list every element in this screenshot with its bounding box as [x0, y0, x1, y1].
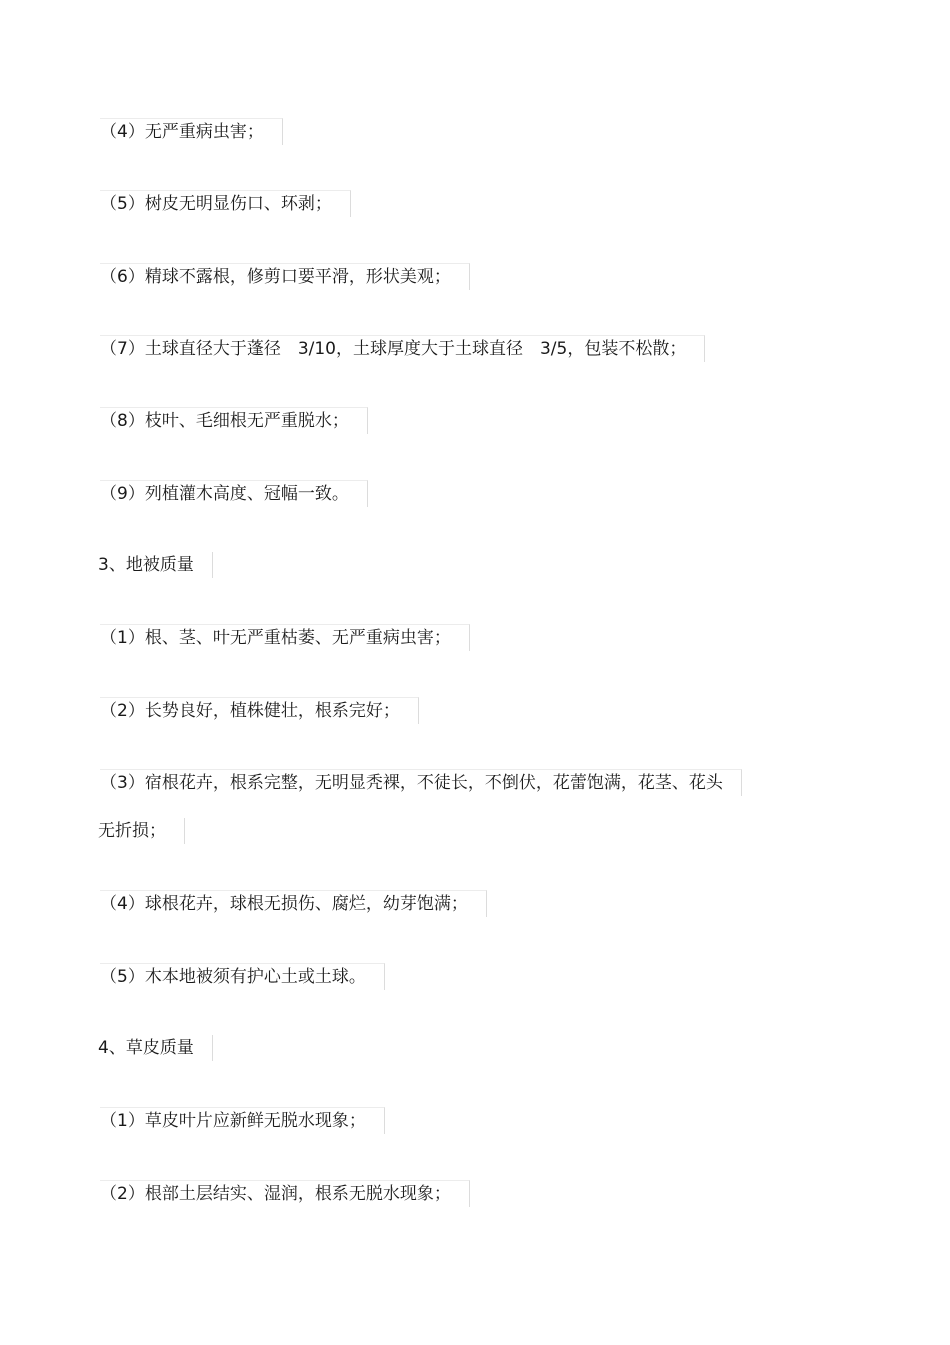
list-item: （7）土球直径大于蓬径 3/10，土球厚度大于土球直径 3/5，包装不松散；: [100, 335, 705, 362]
list-item: （2）长势良好，植株健壮，根系完好；: [100, 697, 419, 724]
list-item: （2）根部土层结实、湿润，根系无脱水现象；: [100, 1180, 470, 1207]
list-item: （3）宿根花卉，根系完整，无明显秃裸，不徒长，不倒伏，花蕾饱满，花茎、花头: [100, 769, 742, 796]
list-item: （6）精球不露根，修剪口要平滑，形状美观；: [100, 263, 470, 290]
list-item: （5）树皮无明显伤口、环剥；: [100, 190, 351, 217]
section-heading: 3、地被质量: [98, 552, 213, 578]
list-item: （9）列植灌木高度、冠幅一致。: [100, 480, 368, 507]
list-item: （5）木本地被须有护心土或土球。: [100, 963, 385, 990]
list-item-continuation: 无折损；: [98, 818, 185, 844]
list-item: （8）枝叶、毛细根无严重脱水；: [100, 407, 368, 434]
section-heading: 4、草皮质量: [98, 1035, 213, 1061]
list-item: （4）无严重病虫害；: [100, 118, 283, 145]
list-item: （1）草皮叶片应新鲜无脱水现象；: [100, 1107, 385, 1134]
list-item: （1）根、茎、叶无严重枯萎、无严重病虫害；: [100, 624, 470, 651]
list-item: （4）球根花卉，球根无损伤、腐烂，幼芽饱满；: [100, 890, 487, 917]
